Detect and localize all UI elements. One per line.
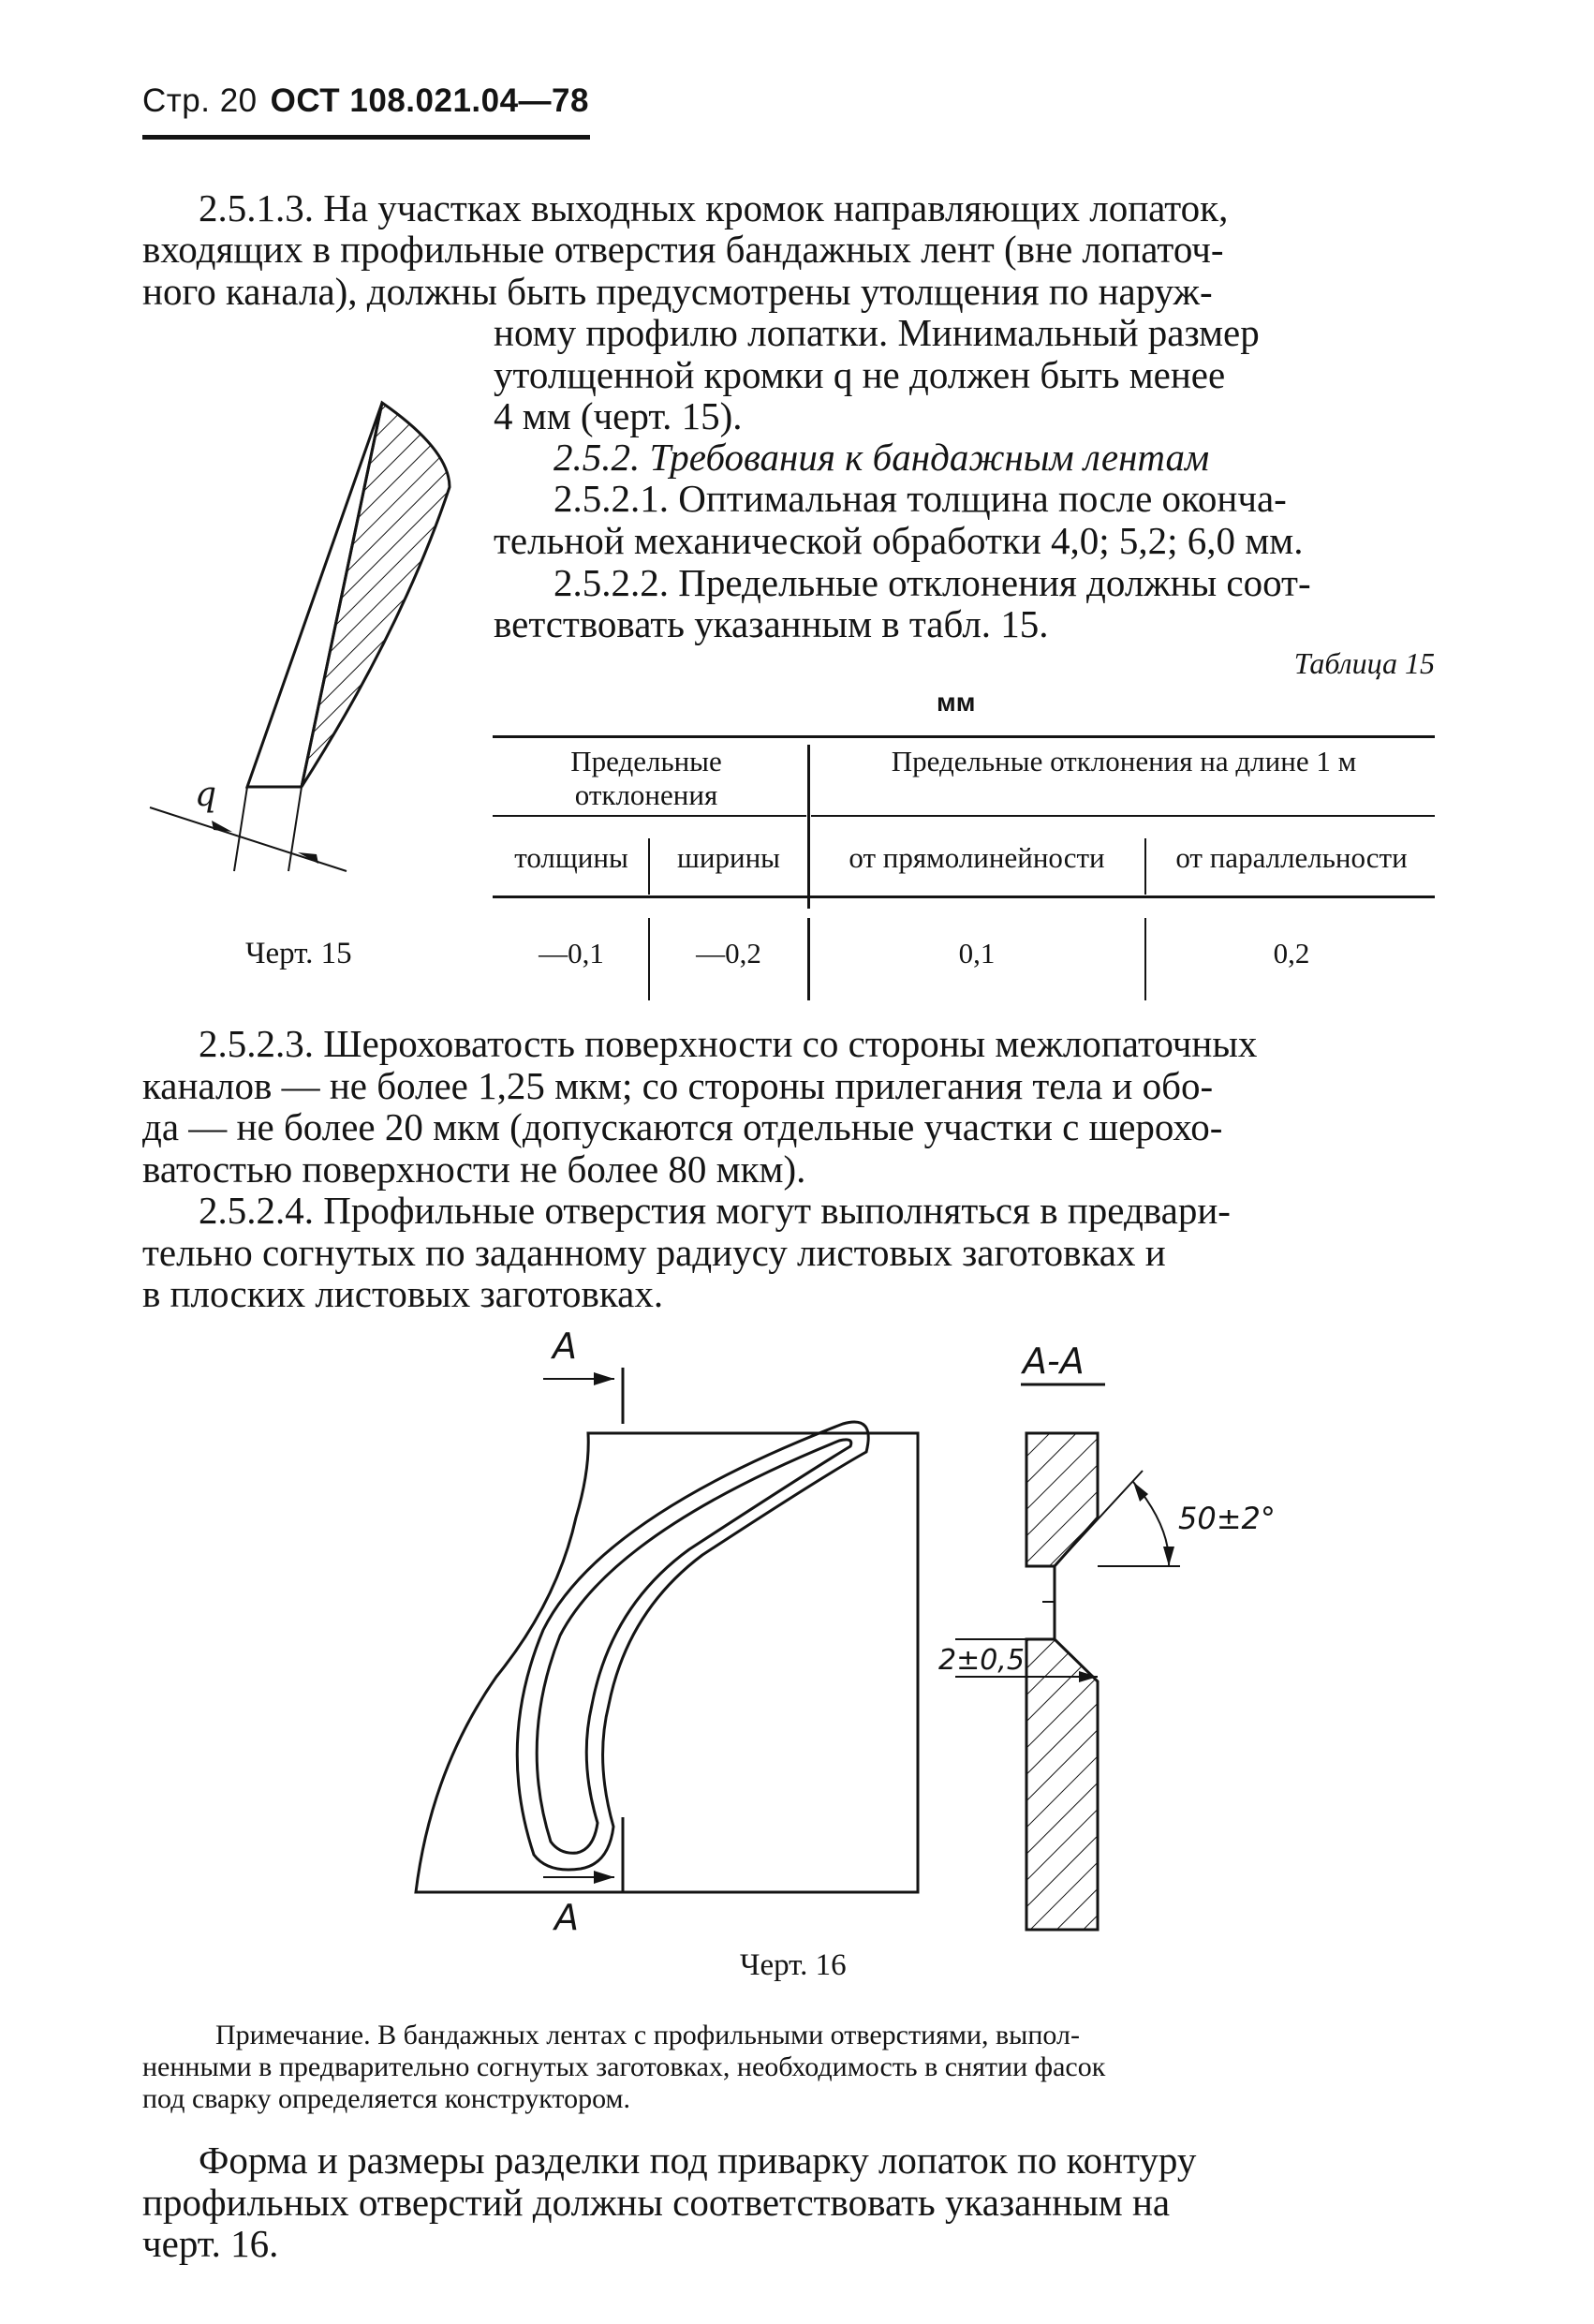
paragraph-2-5-1-3-line-2: входящих в профильные отверстия бандажных лент (вне лопаточ- [142, 228, 1224, 271]
paragraph-2-5-1-3-line-4: ному профилю лопатки. Минимальный размер [494, 311, 1260, 354]
table-divider-1 [648, 838, 650, 895]
paragraph-2-5-2-1-line-2: тельной механической обработки 4,0; 5,2; 6,0 мм. [494, 519, 1304, 562]
paragraph-2-5-2-4-line-1: 2.5.2.4. Профильные отверстия могут выполняться в предвари- [199, 1189, 1231, 1232]
section-aa-title: А-А [1023, 1340, 1085, 1382]
figure-15-drawing [131, 384, 468, 909]
table-col-header-thickness: толщины [514, 841, 628, 874]
final-paragraph-line-1: Форма и размеры разделки под приварку лопаток по контуру [199, 2139, 1197, 2182]
profile-hole-outer [517, 1422, 868, 1870]
final-paragraph-line-3: черт. 16. [142, 2222, 279, 2265]
table-divider-1-body [648, 918, 650, 1000]
figure-15-caption: Черт. 15 [245, 937, 352, 970]
table-divider-3-body [1144, 918, 1146, 1000]
table-group1-rule [493, 815, 806, 817]
paragraph-2-5-1-3-line-3: ного канала), должны быть предусмотрены утолщения по наруж- [142, 270, 1213, 313]
thickened-edge-hatching [302, 403, 450, 787]
standard-code: ОСТ 108.021.04—78 [270, 82, 589, 119]
section-upper-hatched [1026, 1433, 1098, 1566]
section-label-a-bottom: А [554, 1897, 579, 1938]
note-line-1: Примечание. В бандажных лентах с профильными отверстиями, выпол- [215, 2020, 1080, 2050]
paragraph-2-5-2-3-line-4: ватостью поверхности не более 80 мкм). [142, 1147, 806, 1191]
table-cell-width: —0,2 [696, 937, 761, 970]
table-divider-3 [1144, 838, 1146, 895]
section-label-a-top: А [553, 1325, 577, 1367]
table-title: Таблица 15 [1293, 646, 1435, 680]
table-top-rule [493, 735, 1435, 738]
page-number: Стр. 20 [142, 82, 258, 119]
note-line-3: под сварку определяется конструктором. [142, 2083, 631, 2114]
paragraph-2-5-2-1-line-1: 2.5.2.1. Оптимальная толщина после оконча- [553, 477, 1287, 520]
table-unit: мм [937, 688, 976, 717]
table-col-header-width: ширины [677, 841, 780, 874]
paragraph-2-5-2-2-line-2: ветствовать указанным в табл. 15. [494, 602, 1049, 645]
profile-hole-inner [537, 1440, 851, 1853]
table-cell-thickness: —0,1 [539, 937, 604, 970]
table-cell-straightness: 0,1 [958, 937, 996, 970]
paragraph-2-5-2-2-line-1: 2.5.2.2. Предельные отклонения должны соот- [553, 561, 1311, 604]
figure-16-caption: Черт. 16 [740, 1948, 847, 1982]
table-divider-main-body [807, 918, 810, 1000]
plate-outline [416, 1433, 918, 1892]
table-group2-rule [811, 815, 1435, 817]
paragraph-2-5-2-4-line-2: тельно согнутых по заданному радиусу листовых заготовках и [142, 1231, 1166, 1274]
table-group1-header: Предельные отклонения [570, 745, 722, 811]
figure-15-label-q: q [195, 776, 217, 814]
section-lower-hatched [1026, 1639, 1098, 1930]
paragraph-2-5-2-3-line-1: 2.5.2.3. Шероховатость поверхности со стороны межлопаточных [199, 1022, 1258, 1065]
angle-dimension: 50±2° [1178, 1501, 1276, 1536]
section-2-5-2-title: 2.5.2. Требования к бандажным лентам [553, 436, 1210, 479]
paragraph-2-5-1-3-line-1: 2.5.1.3. На участках выходных кромок направляющих лопаток, [199, 186, 1229, 229]
note-line-2: ненными в предварительно согнутых заготовках, необходимость в снятии фасок [142, 2051, 1106, 2082]
paragraph-2-5-1-3-line-6: 4 мм (черт. 15). [494, 394, 743, 437]
table-col-header-parallelism: от параллельности [1175, 841, 1408, 874]
paragraph-2-5-2-3-line-3: да — не более 20 мкм (допускаются отдельные участки с шерохо- [142, 1105, 1223, 1148]
table-cell-parallelism: 0,2 [1273, 937, 1310, 970]
header-rule [142, 135, 590, 140]
table-col-header-straightness: от прямолинейности [849, 841, 1105, 874]
gap-dimension: 2±0,5 [938, 1644, 1025, 1677]
figure-16-drawing [393, 1321, 1349, 1939]
paragraph-2-5-1-3-line-5: утолщенной кромки q не должен быть менее [494, 353, 1226, 396]
table-group2-header: Предельные отклонения на длине 1 м [891, 745, 1357, 777]
table-divider-main [807, 745, 810, 909]
final-paragraph-line-2: профильных отверстий должны соответствовать указанным на [142, 2181, 1171, 2224]
paragraph-2-5-2-3-line-2: каналов — не более 1,25 мкм; со стороны прилегания тела и обо- [142, 1064, 1214, 1107]
paragraph-2-5-2-4-line-3: в плоских листовых заготовках. [142, 1272, 664, 1315]
table-header-rule [493, 896, 1435, 898]
page-header [142, 82, 589, 120]
